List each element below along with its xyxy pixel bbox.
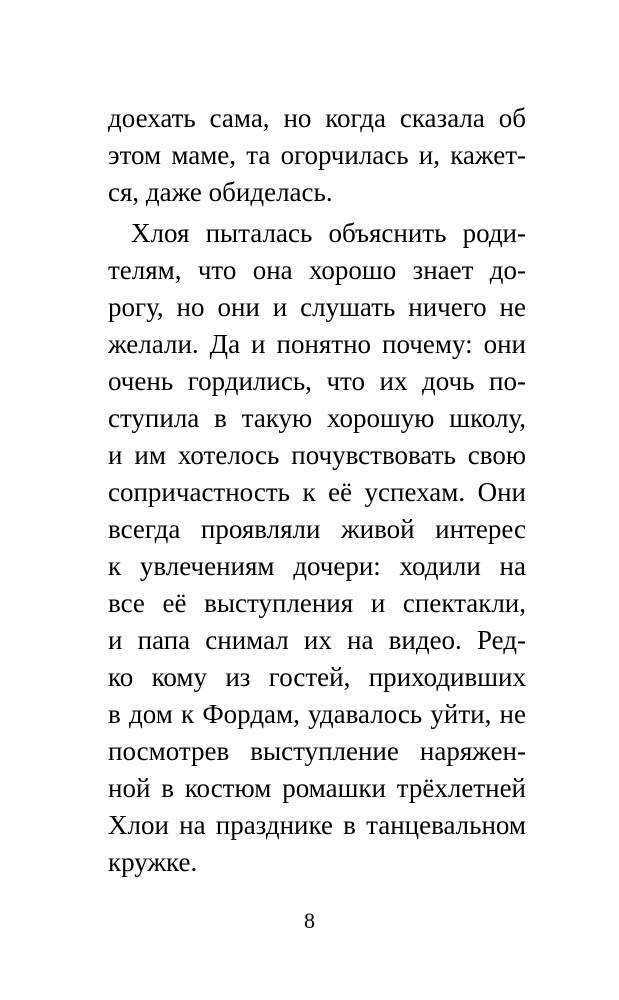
page-number: 8 [304,908,315,933]
body-text [108,100,526,881]
text-line: доехать сама, но когда сказала об [108,103,526,133]
text-line: телям, что она хорошо знает до- [108,255,526,285]
text-line: всегда проявляли живой интерес [108,514,526,544]
text-line: ко кому из гостей, приходивших [108,662,526,692]
text-line: желали. Да и понятно почему: они [108,329,526,359]
text-line: все её выступления и спектакли, [108,588,526,618]
text-line: рогу, но они и слушать ничего не [108,292,526,322]
text-line: ной в костюм ромашки трёхлетней [108,773,526,803]
text-line: к увлечениям дочери: ходили на [108,551,526,581]
text-line: Хлои на празднике в танцевальном [108,810,526,840]
text-line: этом маме, та огорчилась и, кажет- [108,140,526,170]
text-line: сопричастность к её успехам. Они [108,477,526,507]
text-line: Хлоя пыталась объяснить роди- [131,218,526,248]
text-line: и им хотелось почувствовать свою [108,440,526,470]
text-line: в дом к Фордам, удавалось уйти, не [108,699,526,729]
text-line: очень гордились, что их дочь по- [108,366,526,396]
text-line: ся, даже обиделась. [108,177,333,207]
text-line: кружке. [108,847,198,877]
text-line: и папа снимал их на видео. Ред- [108,625,526,655]
text-line: посмотрев выступление наряжен- [108,736,526,766]
text-line: ступила в такую хорошую школу, [108,403,526,433]
